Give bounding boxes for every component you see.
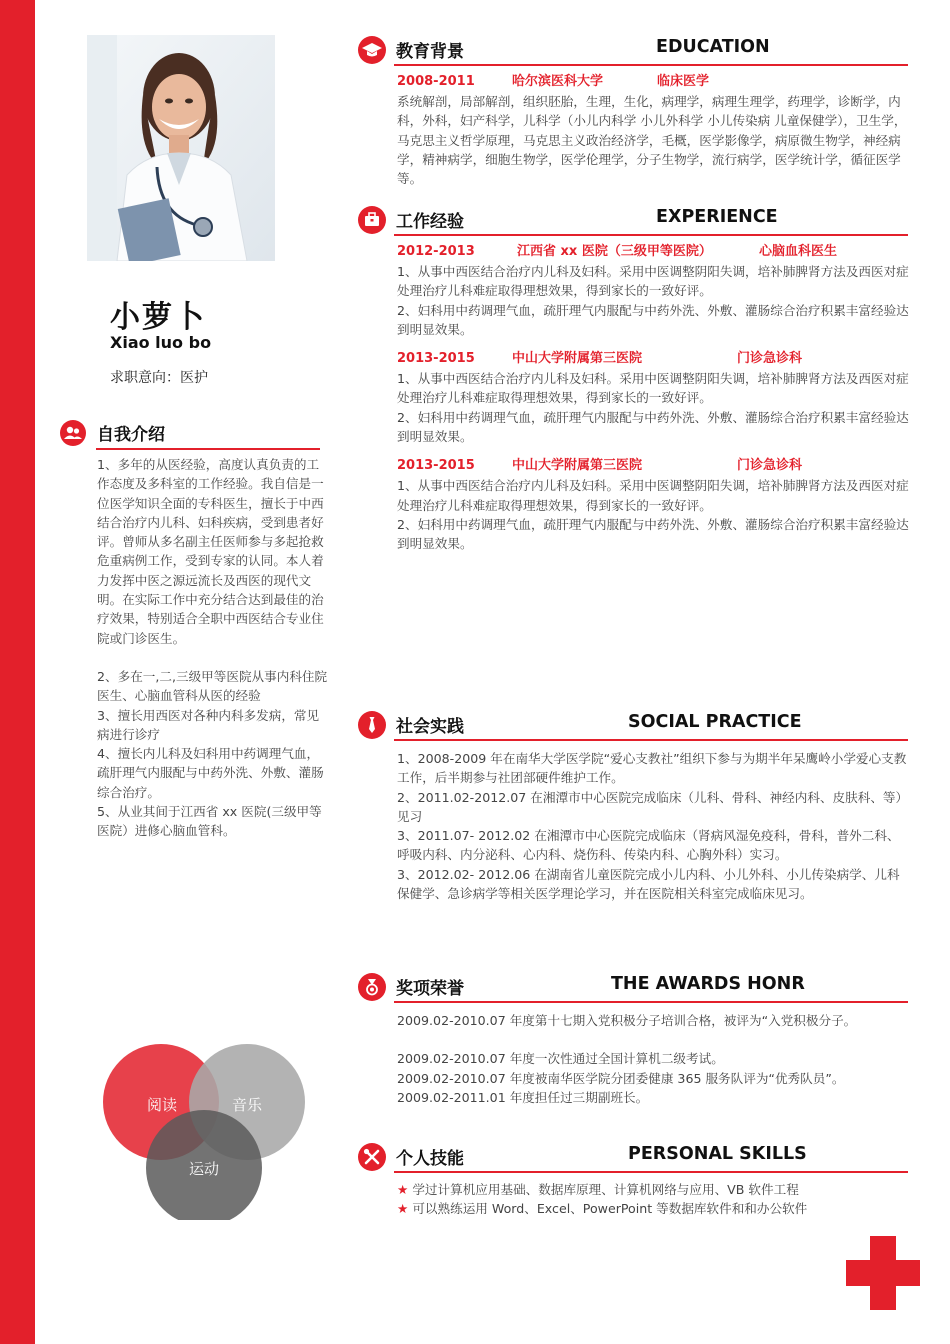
exp-period: 2013-2015: [397, 458, 475, 474]
education-rule: [394, 64, 908, 66]
job-intent-label: 求职意向：: [110, 370, 180, 386]
exp-org: 江西省 xx 医院（三级甲等医院）: [517, 244, 712, 259]
medal-icon: [358, 973, 386, 1001]
social-item: 2、2011.02-2012.07 在湘潭市中心医院完成临床（儿科、骨科、神经内科、皮肤科、等）见习: [397, 789, 909, 824]
experience-body: [397, 242, 912, 554]
job-intent: [110, 367, 208, 387]
skill-item: [397, 1199, 912, 1218]
star-icon: ★: [397, 1182, 409, 1197]
awards-body: [397, 1011, 927, 1107]
tie-icon: [358, 711, 386, 739]
skill-text: 学过计算机应用基础、数据库原理、计算机网络与应用、VB 软件工程: [412, 1182, 799, 1197]
skill-item: [397, 1180, 912, 1199]
intro-paragraph: 1、多年的从医经验，高度认真负责的工作态度及多科室的工作经验。我自信是一位医学知识全面的专科医生，擅长于中西结合治疗内儿科、妇科疾病，受到患者好评。曾师从多名副主任医师参与多起抢救危重病例工作，受到专家的认同。本人着力发挥中医之源远流长及西医的现代文明。在实际工作中充分结合达到最佳的治疗效果，特别适合全职中西医结合专业住院或门诊医生。: [97, 457, 324, 646]
social-item: 3、2011.07- 2012.02 在湘潭市中心医院完成临床（肾病风湿免疫科，骨科，普外二科、呼吸内科、内分泌科、心内科、烧伤科、传染内科、心胸外科）实习。: [397, 828, 900, 863]
skills-rule: [394, 1171, 908, 1173]
edu-courses: 系统解剖，局部解剖，组织胚胎，生理，生化，病理学，病理生理学，药理学，诊断学，内科，外科，妇产科学，儿科学（小儿内科学 小儿外科学 小儿传染病 儿童保健学），卫生学，马克思主义哲学原理，马克思主义政治经济学，毛概，医学影像学，病原微生物学，神经病学，精神病学，细胞生物学，医学伦理学，分子生物学，流行病学，医学统计学，循征医学等。: [397, 94, 907, 187]
social-title-en: SOCIAL PRACTICE: [628, 712, 802, 732]
intro-spacer: [97, 648, 329, 667]
graduation-cap-icon: [358, 36, 386, 64]
education-title: 教育背景: [396, 42, 464, 62]
social-body: [397, 749, 912, 903]
award-item: 2009.02-2010.07 年度第十七期入党积极分子培训合格，被评为“入党积极分子。: [397, 1013, 857, 1028]
skills-title: 个人技能: [396, 1149, 464, 1169]
experience-rule: [394, 234, 908, 236]
experience-entry-header: [397, 242, 912, 262]
experience-title-en: EXPERIENCE: [656, 207, 778, 227]
award-item: 2009.02-2010.07 年度一次性通过全国计算机二级考试。: [397, 1051, 724, 1067]
exp-org: 中山大学附属第三医院: [512, 458, 643, 474]
self-intro-body: [97, 455, 329, 841]
tools-icon: [358, 1143, 386, 1171]
edu-major: 临床医学: [657, 74, 710, 89]
edu-period: 2008-2011: [397, 74, 475, 89]
award-item: 2009.02-2010.07 年度被南华医学院分团委健康 365 服务队评为“优秀队员”。: [397, 1070, 845, 1086]
skills-title-en: PERSONAL SKILLS: [628, 1144, 807, 1164]
exp-item: 2、妇科用中药调理气血，疏肝理气内服配与中药外洗、外敷、灌肠综合治疗积累丰富经验达到明显效果。: [397, 516, 909, 552]
briefcase-icon: [358, 206, 386, 234]
award-item: 2009.02-2011.01 年度担任过三期副班长。: [397, 1089, 649, 1105]
education-title-en: EDUCATION: [656, 37, 770, 57]
award-spacer: [397, 1030, 927, 1049]
people-icon: [60, 420, 86, 446]
hobby-label: 音乐: [231, 1096, 263, 1114]
exp-role: 门诊急诊科: [737, 351, 803, 367]
profile-photo: [87, 35, 275, 261]
intro-paragraph: 2、多在一,二,三级甲等医院从事内科住院医生、心脑血管科从医的经验: [97, 668, 328, 704]
exp-period: 2012-2013: [397, 244, 475, 259]
exp-org: 中山大学附属第三医院: [512, 351, 643, 367]
exp-item: 2、妇科用中药调理气血，疏肝理气内服配与中药外洗、外敷、灌肠综合治疗积累丰富经验达到明显效果。: [397, 409, 909, 445]
experience-entry-header: [397, 456, 912, 476]
hobby-label: 阅读: [146, 1096, 178, 1114]
exp-role: 门诊急诊科: [737, 458, 803, 474]
exp-role: 心脑血科医生: [759, 244, 838, 259]
social-rule: [394, 739, 908, 741]
exp-item: 1、从事中西医结合治疗内儿科及妇科。采用中医调整阴阳失调，培补肺脾肾方法及西医对症处理治疗儿科难症取得理想效果，得到家长的一致好评。: [397, 264, 909, 299]
intro-paragraph: 5、从业其间于江西省 xx 医院(三级甲等医院）进修心脑血管科。: [97, 804, 322, 839]
experience-entry-header: [397, 349, 912, 369]
star-icon: ★: [397, 1201, 409, 1217]
exp-item: 2、妇科用中药调理气血，疏肝理气内服配与中药外洗、外敷、灌肠综合治疗积累丰富经验达到明显效果。: [397, 302, 909, 337]
education-entry-header: [397, 72, 912, 92]
edu-school: 哈尔滨医科大学: [512, 74, 604, 89]
skills-body: [397, 1180, 912, 1219]
left-accent-bar: [0, 0, 35, 1344]
awards-title: 奖项荣誉: [396, 979, 464, 999]
experience-title: 工作经验: [396, 212, 464, 232]
intro-paragraph: 3、擅长用西医对各种内科多发病，常见病进行诊疗: [97, 707, 320, 742]
name-en: Xiao luo bo: [110, 333, 212, 352]
self-intro-rule: [96, 448, 320, 450]
exp-item: 1、从事中西医结合治疗内儿科及妇科。采用中医调整阴阳失调，培补肺脾肾方法及西医对症处理治疗儿科难症取得理想效果，得到家长的一致好评。: [397, 371, 909, 406]
social-item: 3、2012.02- 2012.06 在湖南省儿童医院完成小儿内科、小儿外科、小儿传染病学、儿科保健学、急诊病学等相关医学理论学习，并在医院相关科室完成临床见习。: [397, 866, 900, 902]
skill-text: 可以熟练运用 Word、Excel、PowerPoint 等数据库软件和和办公软件: [412, 1201, 808, 1217]
social-item: 1、2008-2009 年在南华大学医学院“爱心支教社”组织下参与为期半年呆鹰岭小学爱心支教工作，后半期参与社团部硬件维护工作。: [397, 751, 907, 786]
social-title: 社会实践: [396, 717, 464, 737]
medical-cross-icon: [846, 1236, 920, 1310]
exp-period: 2013-2015: [397, 351, 475, 367]
intro-paragraph: 4、擅长内儿科及妇科用中药调理气血，疏肝理气内服配与中药外洗、外敷、灌肠综合治疗。: [97, 746, 324, 800]
awards-rule: [394, 1001, 908, 1003]
job-intent-value: 医护: [180, 370, 208, 386]
hobbies-venn: [100, 1040, 310, 1220]
self-intro-title: 自我介绍: [97, 425, 165, 445]
awards-title-en: THE AWARDS HONR: [611, 974, 805, 994]
exp-item: 1、从事中西医结合治疗内儿科及妇科。采用中医调整阴阳失调，培补肺脾肾方法及西医对症处理治疗儿科难症取得理想效果，得到家长的一致好评。: [397, 478, 909, 513]
hobby-label: 运动: [188, 1160, 220, 1178]
education-body: [397, 72, 912, 188]
name-cn: 小萝卜: [110, 300, 206, 335]
